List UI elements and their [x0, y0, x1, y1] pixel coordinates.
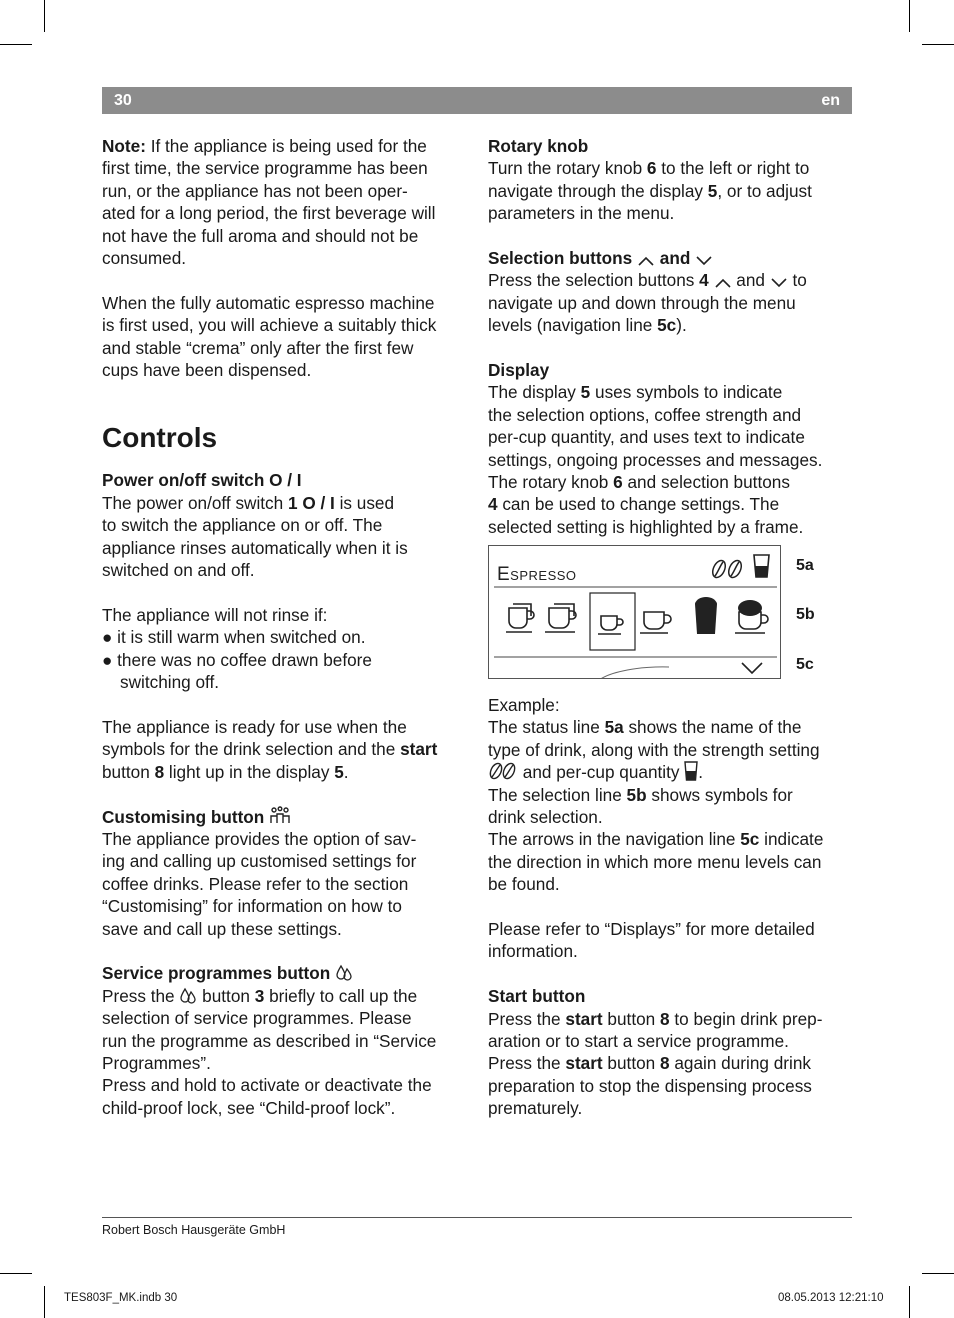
double-cup-icon: [506, 604, 534, 632]
text-line: consumed.: [102, 248, 187, 269]
double-large-cup-icon: [545, 604, 576, 632]
text-line: be found.: [488, 874, 560, 895]
crop-mark: [0, 44, 32, 45]
strength-beans-icon: [710, 559, 744, 580]
footer-divider: [102, 1217, 852, 1218]
cup-quantity-icon: [754, 555, 769, 577]
text-line: Press the selection buttons 4 and to: [488, 270, 807, 291]
crop-mark: [44, 1286, 45, 1318]
bullet-item: ● there was no coffee drawn before switching off.: [102, 649, 372, 693]
service-heading-line: Service programmes button: [102, 962, 470, 984]
text-line: child-proof lock, see “Child-proof lock”.: [102, 1097, 396, 1118]
text-line: 4 can be used to change settings. The: [488, 494, 780, 515]
text-line: aration or to start a service programme.: [488, 1031, 789, 1052]
cappuccino-cup-icon: [735, 600, 768, 633]
label-5c: 5c: [796, 656, 814, 673]
text-line: not have the full aroma and should not be: [102, 225, 419, 246]
text-line: Programmes”.: [102, 1052, 211, 1073]
text-line: Press the button 3 briefly to call up the: [102, 985, 418, 1006]
text-line: navigate up and down through the menu: [488, 292, 796, 313]
text-line: type of drink, along with the strength setting: [488, 739, 820, 760]
text-line: cups have been dispensed.: [102, 360, 312, 381]
slug-file: TES803F_MK.indb 30: [64, 1292, 178, 1304]
text-line: first time, the service programme has been: [102, 158, 428, 179]
chevron-down-icon: [695, 255, 713, 267]
text-line: the selection options, coffee strength and: [488, 404, 802, 425]
crop-mark: [0, 1273, 32, 1274]
nav-chevron-down-icon: [742, 663, 762, 673]
selection-heading: Selection buttons and: [488, 247, 856, 269]
text-line: is first used, you will achieve a suitably thick: [102, 315, 437, 336]
crop-mark: [909, 0, 910, 32]
left-column: [102, 135, 470, 1119]
text-line: switched on and off.: [102, 560, 255, 581]
espresso-cup-icon: [598, 616, 623, 634]
chevron-up-icon: [637, 255, 655, 267]
cup-quantity-icon: [684, 761, 698, 781]
text-line: selected setting is highlighted by a frame.: [488, 516, 804, 537]
footer-company: Robert Bosch Hausgeräte GmbH: [102, 1223, 286, 1237]
text-line: coffee drinks. Please refer to the section: [102, 873, 409, 894]
text-line: The display 5 uses symbols to indicate: [488, 382, 783, 403]
text-line: ing and calling up customised settings for: [102, 851, 417, 872]
crop-mark: [909, 1286, 910, 1318]
text-line: The selection line 5b shows symbols for: [488, 784, 793, 805]
text-line: Press and hold to activate or deactivate the: [102, 1075, 432, 1096]
text-line: and stable “crema” only after the first few: [102, 337, 414, 358]
text-line: information.: [488, 941, 578, 962]
strength-beans-icon: [488, 761, 518, 781]
slug-date: 08.05.2013 12:21:10: [778, 1292, 884, 1304]
crop-mark: [922, 1273, 954, 1274]
customising-icon: [269, 806, 291, 826]
power-heading: Power on/off switch O / I: [102, 470, 302, 491]
text-line: run, or the appliance has not been oper-: [102, 180, 408, 201]
text-line: per-cup quantity, and uses text to indicate: [488, 427, 805, 448]
crop-mark: [44, 0, 45, 32]
chevron-down-icon: [770, 277, 788, 289]
text-line: The power on/off switch 1 O / I is used: [102, 492, 395, 513]
text-line: run the programme as described in “Service: [102, 1030, 437, 1051]
text-line: The rotary knob 6 and selection buttons: [488, 472, 790, 493]
text-line: ated for a long period, the first beverage will: [102, 203, 436, 224]
language-code: en: [821, 92, 840, 109]
text-line: “Customising” for information on how to: [102, 896, 402, 917]
controls-heading: Controls: [102, 422, 218, 454]
text-line: The appliance provides the option of sav-: [102, 828, 417, 849]
text-line: symbols for the drink selection and the start: [102, 739, 438, 760]
display-illustration: [488, 545, 781, 679]
text-line: navigate through the display 5, or to adjust: [488, 180, 812, 201]
service-drops-icon: [335, 964, 353, 982]
text-line: The appliance will not rinse if:: [102, 604, 328, 625]
text-line: preparation to stop the dispensing process: [488, 1075, 812, 1096]
chevron-up-icon: [714, 277, 732, 289]
note-paragraph: Note: If the appliance is being used for the: [102, 136, 427, 156]
service-drops-icon: [179, 987, 197, 1005]
text-line: When the fully automatic espresso machine: [102, 292, 435, 313]
text-line: parameters in the menu.: [488, 203, 675, 224]
text-line: Turn the rotary knob 6 to the left or right to: [488, 158, 810, 179]
text-line: Press the start button 8 to begin drink prep-: [488, 1008, 823, 1029]
text-line: and per-cup quantity .: [488, 761, 856, 783]
text-line: to switch the appliance on or off. The: [102, 515, 383, 536]
text-line: selection of service programmes. Please: [102, 1008, 412, 1029]
text-line: Please refer to “Displays” for more detailed: [488, 919, 815, 940]
start-heading: Start button: [488, 986, 586, 1007]
page-number: 30: [114, 92, 132, 109]
text-line: The arrows in the navigation line 5c indicate: [488, 829, 824, 850]
screen-drink-name: Espresso: [497, 564, 577, 585]
text-line: button 8 light up in the display 5.: [102, 761, 349, 782]
text-line: levels (navigation line 5c).: [488, 315, 687, 336]
crop-mark: [922, 44, 954, 45]
text-line: drink selection.: [488, 807, 603, 828]
bullet-item: ● it is still warm when switched on.: [102, 627, 366, 648]
right-column-lower: [488, 694, 856, 1120]
text-line: appliance rinses automatically when it is: [102, 537, 408, 558]
coffee-cup-icon: [640, 612, 671, 633]
page-header-bar: [102, 87, 852, 114]
text-line: the direction in which more menu levels can: [488, 851, 822, 872]
custom-heading-line: Customising button: [102, 806, 470, 828]
text-line: settings, ongoing processes and messages.: [488, 449, 823, 470]
text-line: save and call up these settings.: [102, 918, 342, 939]
text-line: The status line 5a shows the name of the: [488, 717, 802, 738]
text-line: Example:: [488, 695, 560, 715]
latte-glass-icon: [695, 597, 717, 634]
rotary-heading: Rotary knob: [488, 136, 589, 156]
right-column: [488, 135, 856, 538]
text-line: Press the start button 8 again during drink: [488, 1053, 811, 1074]
label-5b: 5b: [796, 606, 815, 623]
text-line: The appliance is ready for use when the: [102, 716, 407, 737]
text-line: prematurely.: [488, 1098, 583, 1119]
display-heading: Display: [488, 360, 550, 381]
selection-frame: [590, 593, 635, 650]
label-5a: 5a: [796, 557, 814, 574]
